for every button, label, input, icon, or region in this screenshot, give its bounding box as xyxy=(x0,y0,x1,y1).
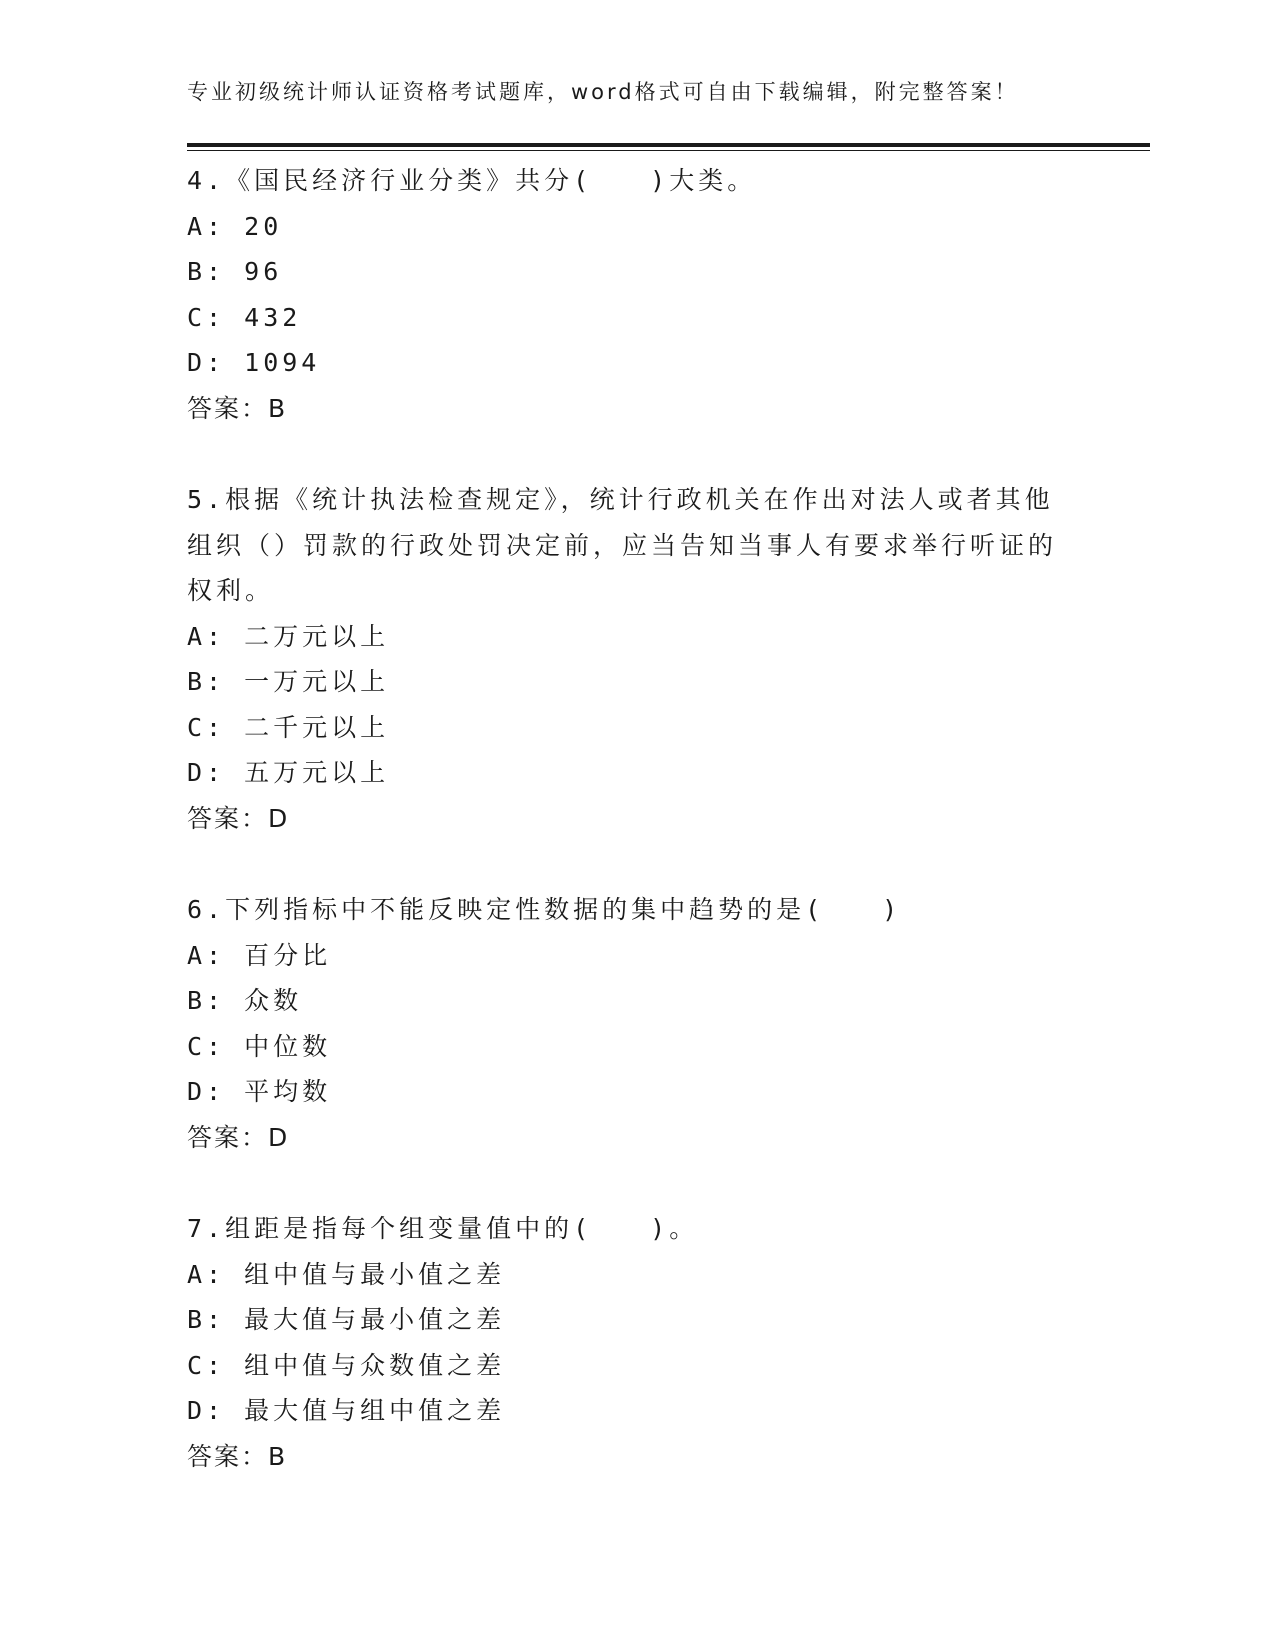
question-5 xyxy=(187,477,1087,841)
option-b: B: 一万元以上 xyxy=(187,667,390,696)
option-b: B: 最大值与最小值之差 xyxy=(187,1305,506,1334)
option-d: D: 平均数 xyxy=(187,1077,332,1106)
option-b: B: 96 xyxy=(187,257,283,286)
option-b: B: 众数 xyxy=(187,986,303,1015)
option-a: A: 20 xyxy=(187,211,283,241)
answer: 答案：B xyxy=(187,393,288,423)
option-a: A: 组中值与最小值之差 xyxy=(187,1259,506,1289)
answer: 答案：B xyxy=(187,1441,288,1471)
question-stem: 5.根据《统计执法检查规定》，统计行政机关在作出对法人或者其他组织（）罚款的行政处罚决定前，应当告知当事人有要求举行听证的权利。 xyxy=(187,485,1058,605)
option-c: C: 432 xyxy=(187,302,302,332)
question-stem: 4.《国民经济行业分类》共分( )大类。 xyxy=(187,166,757,195)
question-stem: 6.下列指标中不能反映定性数据的集中趋势的是( ) xyxy=(187,895,902,924)
option-c: C: 二千元以上 xyxy=(187,712,390,742)
option-d: D: 五万元以上 xyxy=(187,758,390,787)
question-list xyxy=(187,158,1087,1525)
page-header: 专业初级统计师认证资格考试题库，word格式可自由下载编辑，附完整答案！ xyxy=(187,80,1019,104)
answer: 答案：D xyxy=(187,1122,290,1152)
header-rule-thin xyxy=(187,150,1150,151)
question-4 xyxy=(187,158,1087,431)
option-c: C: 组中值与众数值之差 xyxy=(187,1350,506,1380)
option-a: A: 二万元以上 xyxy=(187,621,390,651)
option-d: D: 1094 xyxy=(187,348,321,377)
question-7 xyxy=(187,1206,1087,1479)
question-stem: 7.组距是指每个组变量值中的( )。 xyxy=(187,1214,699,1243)
header-rule-thick xyxy=(187,143,1150,147)
answer: 答案：D xyxy=(187,803,290,833)
option-c: C: 中位数 xyxy=(187,1031,332,1061)
option-d: D: 最大值与组中值之差 xyxy=(187,1396,506,1425)
question-6 xyxy=(187,887,1087,1160)
option-a: A: 百分比 xyxy=(187,940,332,970)
